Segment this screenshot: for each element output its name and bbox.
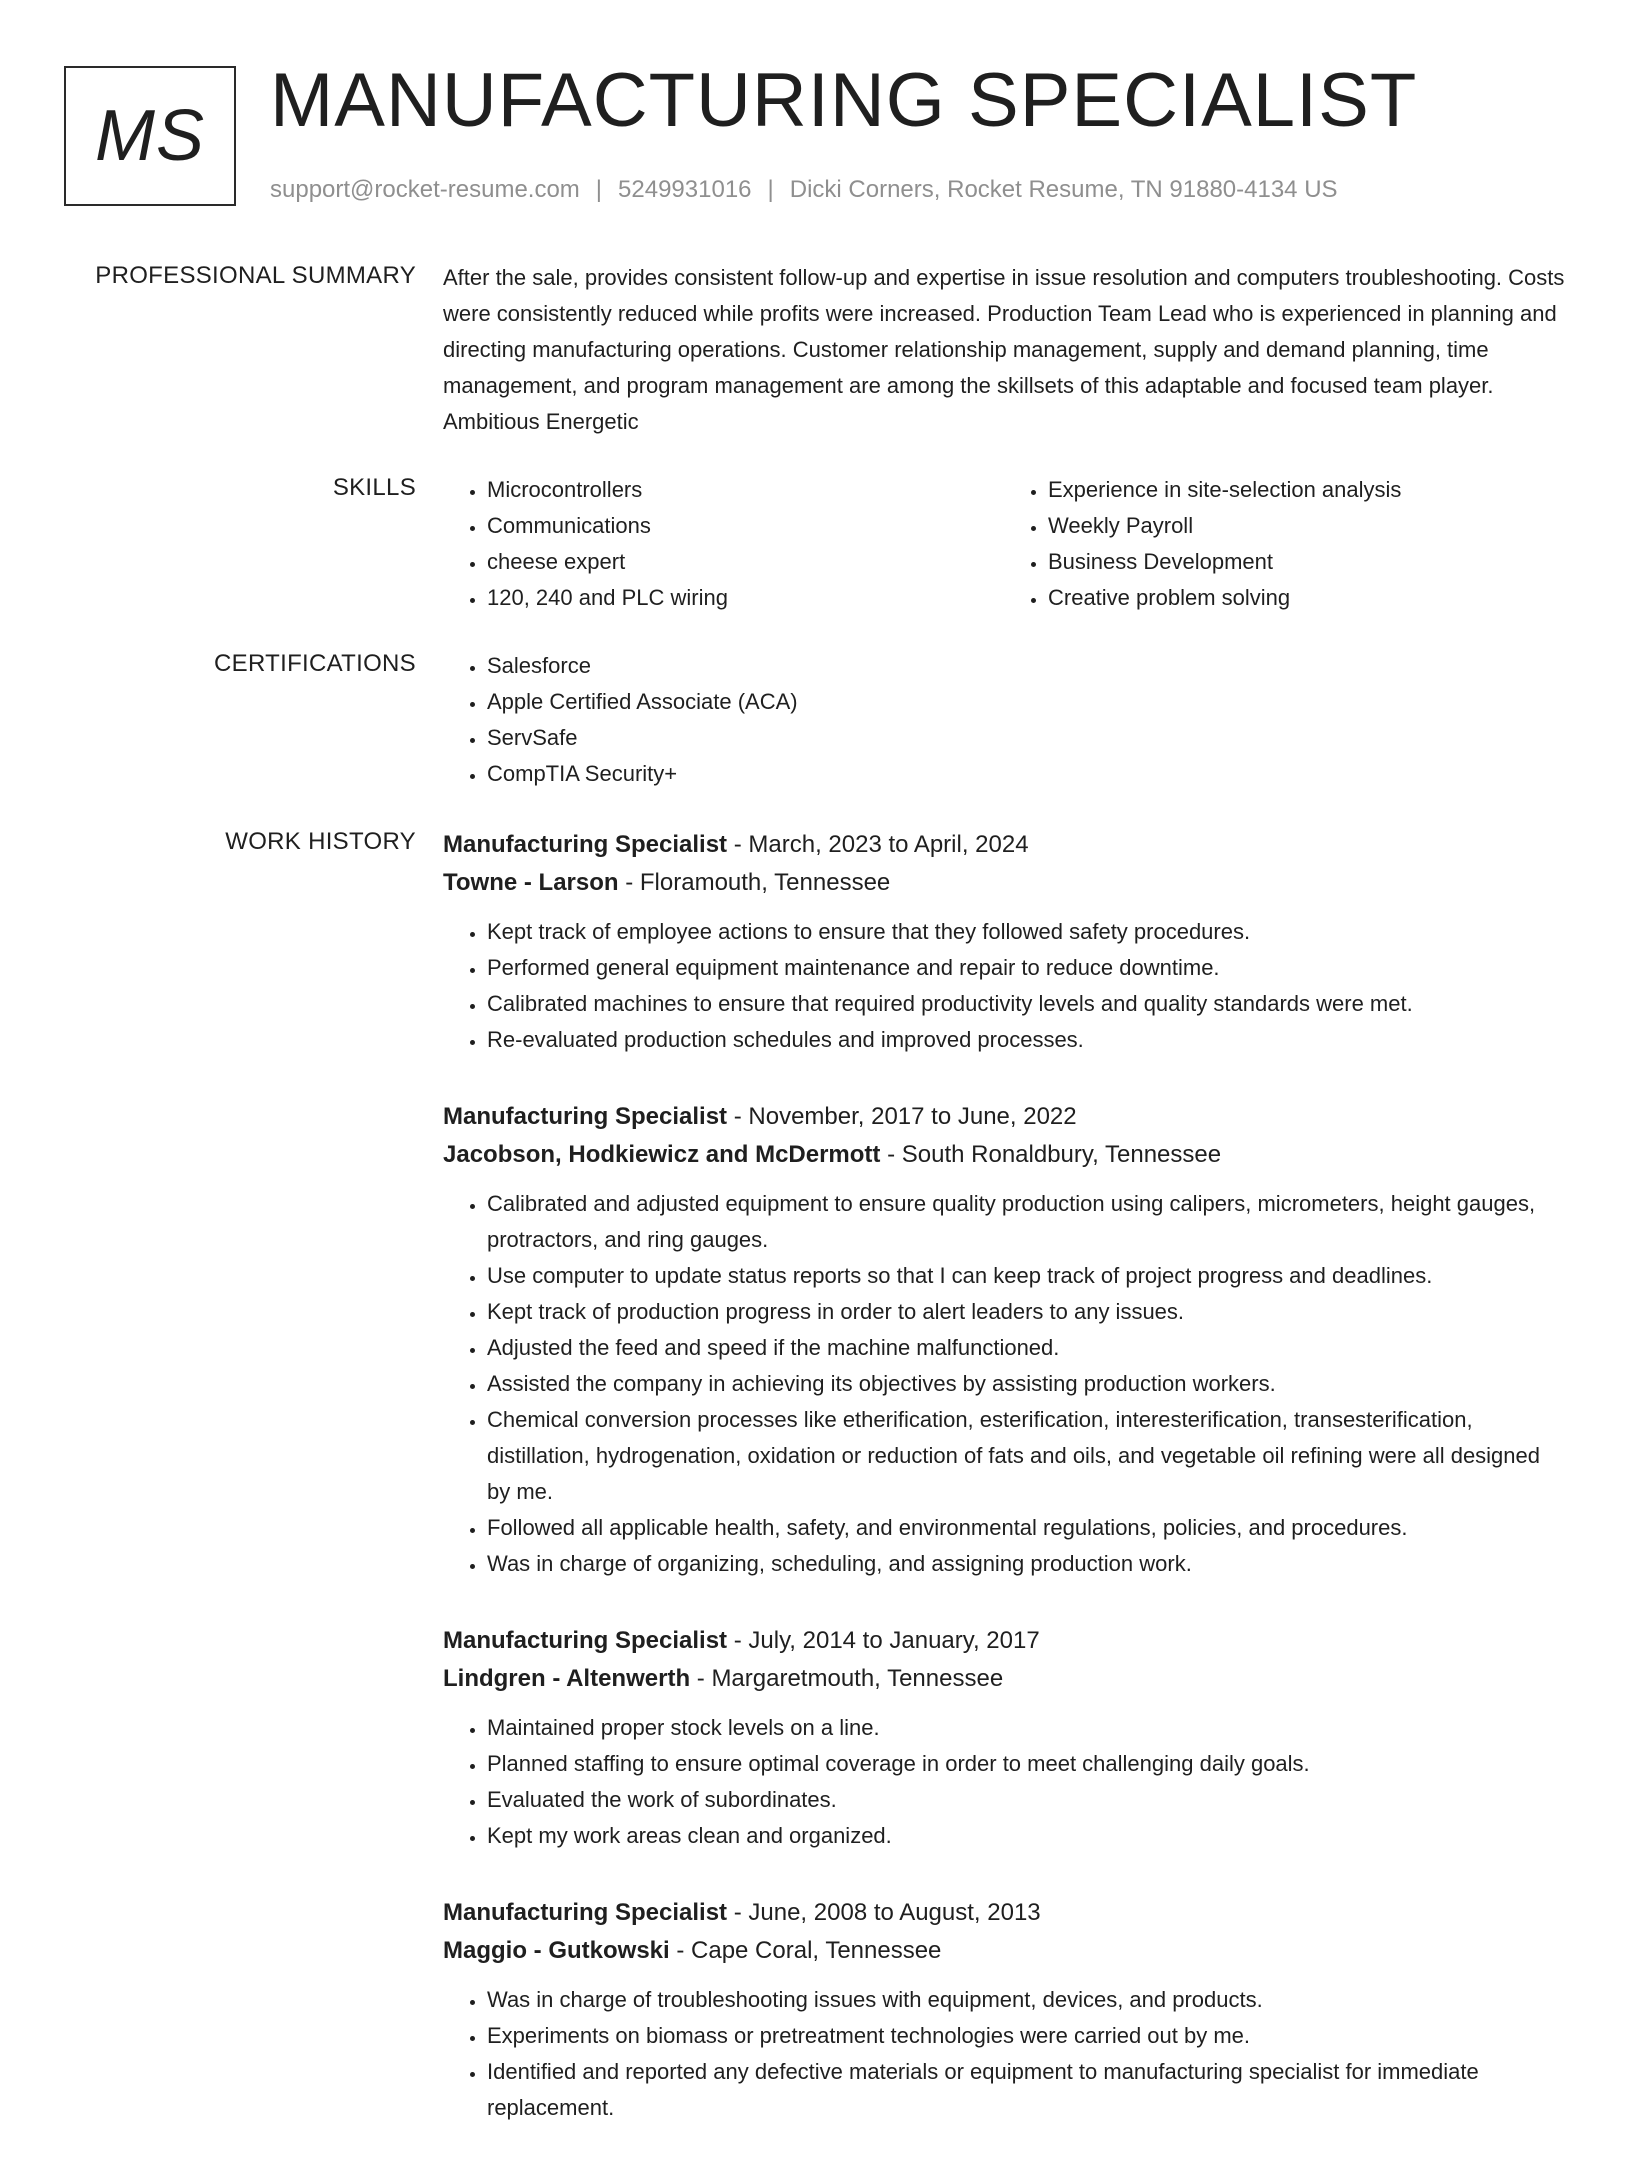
job-bullet: • Identified and reported any defective materials or equipment to manufacturing specialist for immediate replacement. — [487, 2054, 1565, 2126]
section-label-work-history: WORK HISTORY — [225, 828, 416, 855]
monogram-box — [64, 66, 236, 206]
section-label-skills: SKILLS — [332, 474, 416, 501]
contact-email[interactable]: support@rocket-resume.com — [270, 176, 580, 203]
job-title-line — [443, 1894, 1565, 1932]
job-company: Maggio - Gutkowski — [443, 1937, 670, 1964]
job-bullet: • Was in charge of troubleshooting issues with equipment, devices, and products. — [487, 1982, 1565, 2018]
job-company-line — [443, 1932, 1565, 1970]
job-bullet: • Kept my work areas clean and organized. — [487, 1818, 1565, 1854]
job-entry — [443, 1098, 1565, 1582]
job-entry — [443, 1894, 1565, 2126]
job-company-line — [443, 864, 1565, 902]
job-bullet: • Kept track of employee actions to ensure that they followed safety procedures. — [487, 914, 1565, 950]
job-title: Manufacturing Specialist — [443, 1899, 728, 1926]
job-bullet: • Adjusted the feed and speed if the machine malfunctioned. — [487, 1330, 1565, 1366]
skills-body — [443, 472, 1565, 616]
certifications-list — [443, 648, 1565, 792]
job-title-line — [443, 826, 1565, 864]
job-bullet: • Calibrated and adjusted equipment to ensure quality production using calipers, micrometers, height gauges, protractors, and ring gauges. — [487, 1186, 1565, 1258]
skill-item: • Experience in site-selection analysis — [1048, 472, 1565, 508]
job-bullet: • Calibrated machines to ensure that required productivity levels and quality standards were met. — [487, 986, 1565, 1022]
certification-item: • Salesforce — [487, 648, 1565, 684]
certification-item: • CompTIA Security+ — [487, 756, 1565, 792]
job-location: - South Ronaldbury, Tennessee — [880, 1141, 1222, 1168]
contact-phone[interactable]: 5249931016 — [618, 176, 752, 203]
job-title: Manufacturing Specialist — [443, 1627, 728, 1654]
job-bullet: • Maintained proper stock levels on a line. — [487, 1710, 1565, 1746]
monogram-initials: MS — [95, 96, 205, 176]
job-bullet: • Planned staffing to ensure optimal coverage in order to meet challenging daily goals. — [487, 1746, 1565, 1782]
job-dates: - June, 2008 to August, 2013 — [727, 1899, 1041, 1926]
work-history-body — [443, 826, 1565, 2166]
job-bullets — [443, 914, 1565, 1058]
job-location: - Cape Coral, Tennessee — [669, 1937, 942, 1964]
job-bullets — [443, 1186, 1565, 1582]
job-dates: - November, 2017 to June, 2022 — [727, 1103, 1077, 1130]
skill-item: • cheese expert — [487, 544, 1004, 580]
job-bullet: • Experiments on biomass or pretreatment technologies were carried out by me. — [487, 2018, 1565, 2054]
job-title-line — [443, 1622, 1565, 1660]
certifications-body — [443, 648, 1565, 792]
job-bullet: • Was in charge of organizing, scheduling, and assigning production work. — [487, 1546, 1565, 1582]
job-title: Manufacturing Specialist — [443, 1103, 728, 1130]
job-title: Manufacturing Specialist — [443, 831, 728, 858]
job-company-line — [443, 1660, 1565, 1698]
job-bullet: • Kept track of production progress in order to alert leaders to any issues. — [487, 1294, 1565, 1330]
section-label-summary: PROFESSIONAL SUMMARY — [95, 262, 416, 289]
job-bullet: • Evaluated the work of subordinates. — [487, 1782, 1565, 1818]
job-bullets — [443, 1710, 1565, 1854]
job-dates: - March, 2023 to April, 2024 — [727, 831, 1029, 858]
contact-address: Dicki Corners, Rocket Resume, TN 91880-4134 US — [789, 176, 1338, 203]
job-company-line — [443, 1136, 1565, 1174]
candidate-title: MANUFACTURING SPECIALIST — [270, 58, 1418, 143]
certification-item: • Apple Certified Associate (ACA) — [487, 684, 1565, 720]
skill-item: • Communications — [487, 508, 1004, 544]
job-bullet: • Followed all applicable health, safety, and environmental regulations, policies, and procedures. — [487, 1510, 1565, 1546]
job-bullet: • Use computer to update status reports so that I can keep track of project progress and deadlines. — [487, 1258, 1565, 1294]
job-entry — [443, 826, 1565, 1058]
job-company: Lindgren - Altenwerth — [443, 1665, 691, 1692]
job-company: Towne - Larson — [443, 869, 619, 896]
contact-line — [270, 174, 1338, 206]
job-title-line — [443, 1098, 1565, 1136]
skills-column-2 — [1004, 472, 1565, 616]
job-bullet: • Performed general equipment maintenance and repair to reduce downtime. — [487, 950, 1565, 986]
skill-item: • Weekly Payroll — [1048, 508, 1565, 544]
job-bullet: • Re-evaluated production schedules and improved processes. — [487, 1022, 1565, 1058]
section-label-certifications: CERTIFICATIONS — [214, 650, 416, 677]
summary-text: After the sale, provides consistent follow-up and expertise in issue resolution and computers troubleshooting. Costs were consistently reduced while profits were increased. Production Team Lead who is experienced in planning and directing manufacturing operations. Customer relationship management, supply and demand planning, time management, and program management are among the skillsets of this adaptable and focused team player. Ambitious Energetic — [443, 265, 1565, 434]
job-location: - Floramouth, Tennessee — [618, 869, 891, 896]
job-entry — [443, 1622, 1565, 1854]
job-dates: - July, 2014 to January, 2017 — [727, 1627, 1040, 1654]
certification-item: • ServSafe — [487, 720, 1565, 756]
skill-item: • Business Development — [1048, 544, 1565, 580]
contact-separator: | — [595, 176, 603, 203]
skill-item: • Microcontrollers — [487, 472, 1004, 508]
job-bullet: • Chemical conversion processes like etherification, esterification, interesterification, transesterification, distillation, hydrogenation, oxidation or reduction of fats and oils, and vegetable oil refining were all designed by me. — [487, 1402, 1565, 1510]
job-location: - Margaretmouth, Tennessee — [690, 1665, 1004, 1692]
job-bullet: • Assisted the company in achieving its objectives by assisting production workers. — [487, 1366, 1565, 1402]
skills-column-1 — [443, 472, 1004, 616]
contact-separator: | — [767, 176, 774, 203]
skill-item: • 120, 240 and PLC wiring — [487, 580, 1004, 616]
job-company: Jacobson, Hodkiewicz and McDermott — [443, 1141, 881, 1168]
skill-item: • Creative problem solving — [1048, 580, 1565, 616]
job-bullets — [443, 1982, 1565, 2126]
